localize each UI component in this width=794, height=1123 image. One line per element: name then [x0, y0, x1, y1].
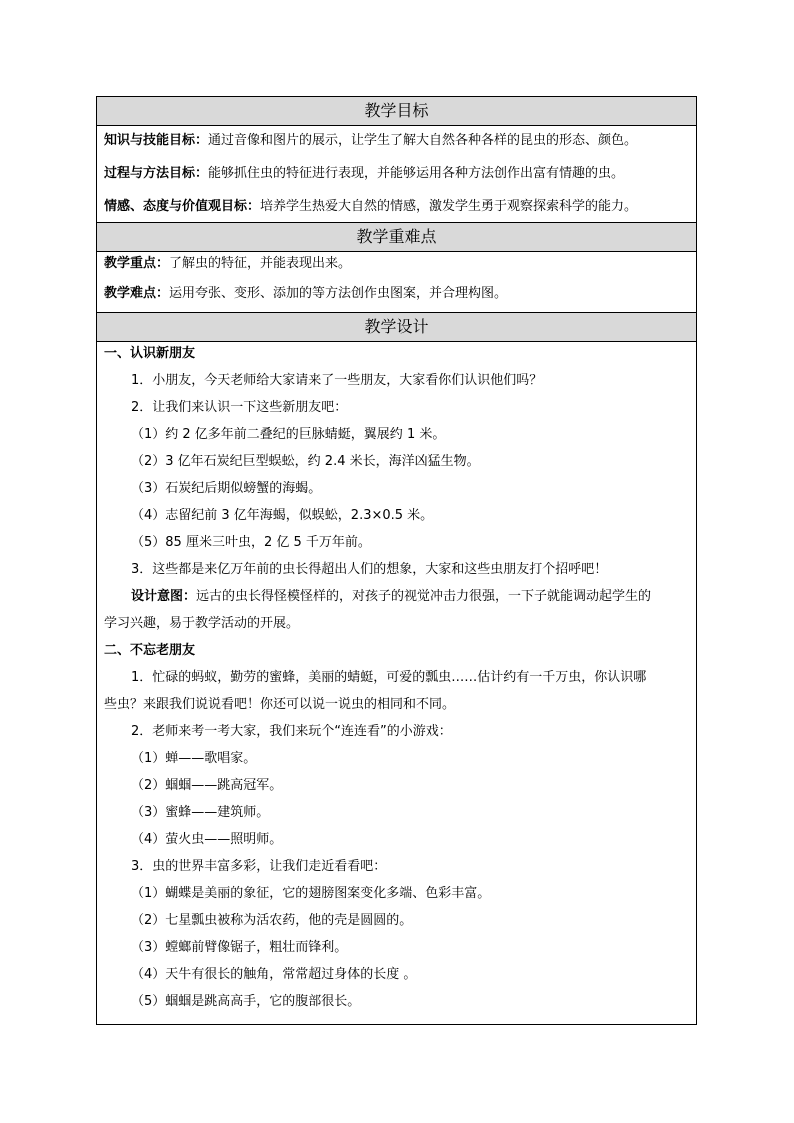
part2-line: （4）天牛有很长的触角，常常超过身体的长度 。: [131, 967, 417, 982]
key-point-label: 教学难点：: [104, 286, 170, 301]
objective-text: 培养学生热爱大自然的情感，激发学生勇于观察探索科学的能力。: [260, 199, 638, 214]
part2-line: （2）蝈蝈——跳高冠军。: [131, 778, 283, 793]
objective-text: 能够抓住虫的特征进行表现，并能够运用各种方法创作出富有情趣的虫。: [208, 166, 625, 181]
part2-heading: 二、不忘老朋友: [104, 643, 196, 658]
design-note-text: 远古的虫长得怪模怪样的，对孩子的视觉冲击力很强，一下子就能调动起学生的: [196, 589, 652, 604]
objective-process: [104, 164, 696, 184]
part1-line: （1）约 2 亿多年前二叠纪的巨脉蜻蜓，翼展约 1 米。: [131, 427, 446, 442]
objective-label: 过程与方法目标：: [104, 166, 209, 181]
objective-attitude: [104, 197, 696, 217]
part1-heading: 一、认识新朋友: [104, 346, 196, 361]
objectives-header: 教学目标: [97, 97, 696, 126]
part2-line: （3）螳螂前臂像锯子，粗壮而锋利。: [131, 940, 348, 955]
part2-line: （5）蝈蝈是跳高高手，它的腹部很长。: [131, 994, 361, 1009]
part2-line: 2．老师来考一考大家，我们来玩个“连连看”的小游戏：: [131, 724, 452, 739]
design-note-continued: 学习兴趣，易于教学活动的开展。: [104, 616, 300, 631]
part1-line: 1．小朋友，今天老师给大家请来了一些朋友，大家看你们认识他们吗？: [131, 373, 543, 388]
part1-line: 2．让我们来认识一下这些新朋友吧：: [131, 400, 348, 415]
part2-line: （1）蝴蝶是美丽的象征，它的翅膀图案变化多端、色彩丰富。: [131, 886, 491, 901]
part1-line: （3）石炭纪后期似螃蟹的海蝎。: [131, 481, 322, 496]
objective-knowledge: [104, 131, 696, 151]
objective-label: 情感、态度与价值观目标：: [104, 199, 261, 214]
part2-line: （2）七星瓢虫被称为活农药，他的壳是圆圆的。: [131, 913, 413, 928]
part2-line: （3）蜜蜂——建筑师。: [131, 805, 270, 820]
key-points-header: 教学重难点: [97, 223, 696, 252]
objective-text: 通过音像和图片的展示，让学生了解大自然各种各样的昆虫的形态、颜色。: [208, 133, 638, 148]
key-point-focus: [104, 254, 696, 274]
part2-line: 1．忙碌的蚂蚁，勤劳的蜜蜂，美丽的蜻蜓，可爱的瓢虫……估计约有一千万虫，你认识哪: [131, 670, 647, 685]
key-point-label: 教学重点：: [104, 256, 170, 271]
key-point-text: 运用夸张、变形、添加的等方法创作虫图案，并合理构图。: [169, 286, 508, 301]
part2-line: 3．虫的世界丰富多彩，让我们走近看看吧：: [131, 859, 387, 874]
part1-line: （5）85 厘米三叶虫，2 亿 5 千万年前。: [131, 535, 371, 550]
part2-line: （1）蝉——歌唱家。: [131, 751, 257, 766]
design-header: 教学设计: [97, 313, 696, 342]
part1-line: 3．这些都是来亿万年前的虫长得超出人们的想象，大家和这些虫朋友打个招呼吧！: [131, 562, 608, 577]
part1-line: （2）3 亿年石炭纪巨型蜈蚣，约 2.4 米长，海洋凶猛生物。: [131, 454, 480, 469]
lesson-plan-table: [96, 96, 697, 1025]
design-note-label: 设计意图：: [131, 589, 197, 604]
key-point-text: 了解虫的特征，并能表现出来。: [169, 256, 352, 271]
part2-line: 些虫？来跟我们说说看吧！你还可以说一说虫的相同和不同。: [104, 697, 456, 712]
key-point-difficulty: [104, 284, 696, 304]
part1-line: （4）志留纪前 3 亿年海蝎，似蜈蚣，2.3×0.5 米。: [131, 508, 434, 523]
objective-label: 知识与技能目标：: [104, 133, 209, 148]
part2-line: （4）萤火虫——照明师。: [131, 832, 283, 847]
design-note: [131, 587, 696, 607]
